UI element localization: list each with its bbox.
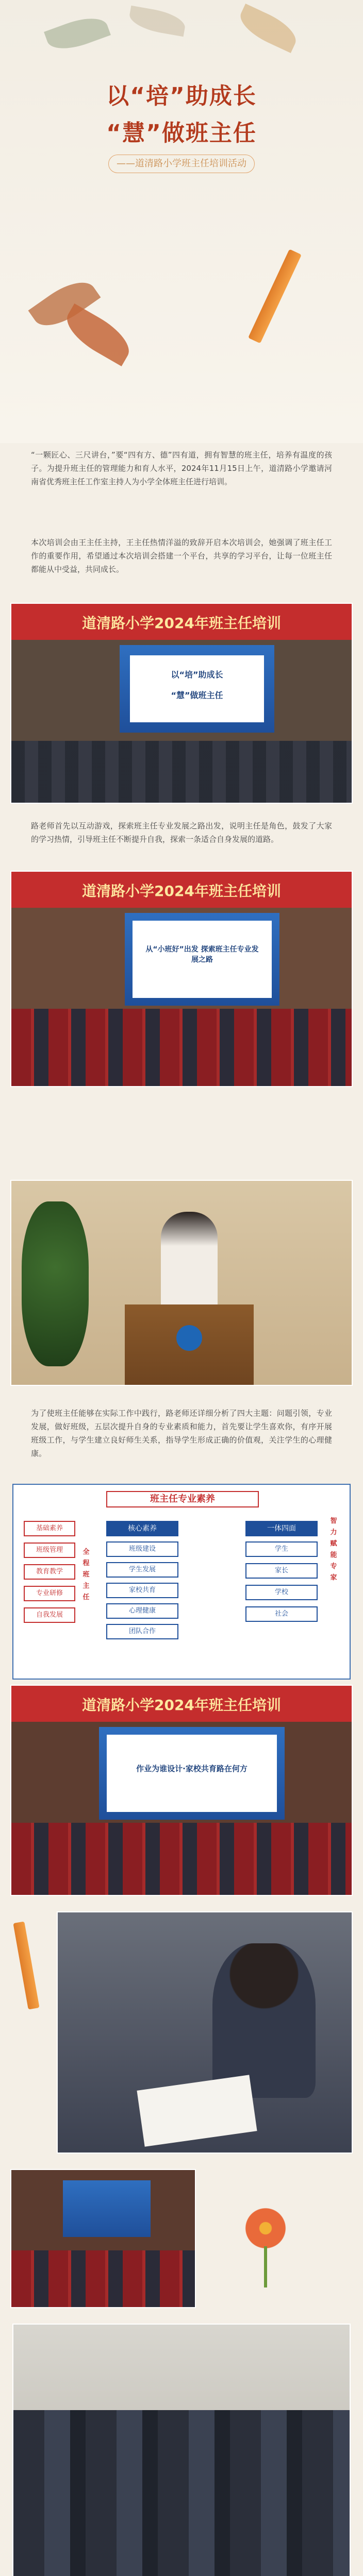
leaf-decoration: [44, 11, 111, 56]
training-photo-5: [10, 2169, 196, 2308]
speaker-photo: [10, 1180, 353, 1386]
flower-icon: [242, 2205, 289, 2251]
training-photo-4: [10, 1685, 353, 1896]
projection-screen: [99, 1727, 285, 1820]
pencil-icon: [13, 1921, 39, 2009]
banner-text: 道清路小学2024年班主任培训: [82, 883, 281, 900]
chart-cell: 家校共育: [106, 1583, 178, 1598]
projection-screen: [120, 645, 274, 733]
section-notes: [0, 1906, 363, 2164]
screen-title: 从“小班好”出发 探索班主任专业发展之路: [145, 945, 259, 964]
chart-cell: 教育教学: [24, 1564, 75, 1580]
banner-text: 道清路小学2024年班主任培训: [82, 615, 281, 632]
notes-photo: [57, 1911, 353, 2154]
chart-right-header: 一体四面: [245, 1521, 318, 1536]
training-photo-1: [10, 603, 353, 804]
chart-col-left: [24, 1521, 75, 1629]
chart-cell: 专业研修: [24, 1586, 75, 1601]
chart-cell: 学生: [245, 1541, 318, 1557]
chart-cell: 家长: [245, 1563, 318, 1579]
students-photo: [12, 2324, 351, 2576]
page-title: 以“培”助成长: [106, 83, 257, 109]
chart-right-tag: 智力赋能专家: [330, 1517, 337, 1582]
competency-chart: [12, 1484, 351, 1680]
game-paragraph: 路老师首先以互动游戏，探索班主任专业发展之路出发，说明主任是角色，鼓发了大家的学习热情，引导班主任不断提升自我，探索一条适合自身发展的道路。: [31, 821, 332, 844]
projection-screen: [125, 913, 279, 1006]
training-banner: [11, 1686, 352, 1722]
training-photo-2: [10, 871, 353, 1087]
teacher-figure: [212, 1943, 316, 2098]
chart-cell: 团队合作: [106, 1624, 178, 1639]
pencil-icon: [248, 249, 302, 343]
banner-text: 道清路小学2024年班主任培训: [82, 1697, 281, 1714]
audience-seats: [11, 1823, 352, 1895]
lectern-emblem: [176, 1325, 202, 1351]
section-host: [0, 536, 363, 804]
chart-cell: 自我发展: [24, 1607, 75, 1623]
leaf-decoration: [59, 303, 137, 366]
audience-seats: [11, 2250, 195, 2307]
speaker-figure: [161, 1212, 218, 1310]
chart-cell: 学生发展: [106, 1562, 178, 1578]
chart-col-mid: [106, 1521, 178, 1645]
leaf-decoration: [235, 4, 302, 53]
chart-cell: 社会: [245, 1606, 318, 1622]
chart-cell: 班级管理: [24, 1543, 75, 1558]
page-title-line2: “慧”做班主任: [106, 120, 257, 146]
chart-cell: 心理健康: [106, 1603, 178, 1619]
section-photo-4: [0, 1685, 363, 1901]
training-banner: [11, 872, 352, 908]
chart-mid-header: 核心素养: [106, 1521, 178, 1536]
training-banner: [11, 604, 352, 640]
audience: [11, 741, 352, 803]
chart-col-right: [245, 1521, 318, 1628]
section-small-photo: [0, 2169, 363, 2318]
intro-section: [0, 443, 363, 536]
projection-screen: [63, 2180, 151, 2237]
screen-title: 以“培”助成长: [171, 670, 223, 680]
screen-title: 作业为谁设计·家校共育路在何方: [136, 1764, 248, 1773]
notebook: [137, 2075, 257, 2147]
potted-plant: [22, 1201, 89, 1366]
host-paragraph: 本次培训会由王主任主持，王主任热情洋溢的致辞开启本次培训会，她强调了班主任工作的重要作用，希望通过本次培训会搭建一个平台，共享的学习平台，让每一位班主任都能从中受益，共同成长。: [31, 538, 332, 574]
screen-subtitle: “慧”做班主任: [171, 690, 223, 700]
section-students: [0, 2324, 363, 2576]
chart-cell: 基础素养: [24, 1521, 75, 1536]
speaker-section: [0, 1180, 363, 1396]
intro-paragraph: “一颗匠心、三尺讲台，”要“四有方、德”四有道，拥有智慧的班主任，培养有温度的孩子。为提升班主任的管理能力和育人水平，2024年11月15日上午，道清路小学邀请河南省优秀班主任工作室主持人为小学全体班主任进行培训。: [31, 450, 332, 486]
subtitle-pill: ——道清路小学班主任培训活动: [108, 155, 255, 173]
header: [0, 0, 363, 443]
analysis-paragraph: 为了使班主任能够在实际工作中践行，路老师还详细分析了四大主题：问题引领，专业发展，做好班级，五层次提升自身的专业素质和能力，首先要让学生喜欢你，有序开展班级工作，与学生建立良好师生关系，指导学生形成正确的价值观，关注学生的心理健康。: [31, 1409, 332, 1458]
leaf-decoration: [127, 6, 187, 37]
flower-stem: [264, 2246, 267, 2287]
section-game: [0, 814, 363, 1175]
chart-title: 班主任专业素养: [106, 1491, 259, 1507]
chart-cell: 学校: [245, 1585, 318, 1600]
chart-cell: 班级建设: [106, 1541, 178, 1557]
audience-seats: [11, 1009, 352, 1086]
students-group: [13, 2410, 350, 2576]
chart-left-tag: 全程班主任: [82, 1548, 90, 1601]
